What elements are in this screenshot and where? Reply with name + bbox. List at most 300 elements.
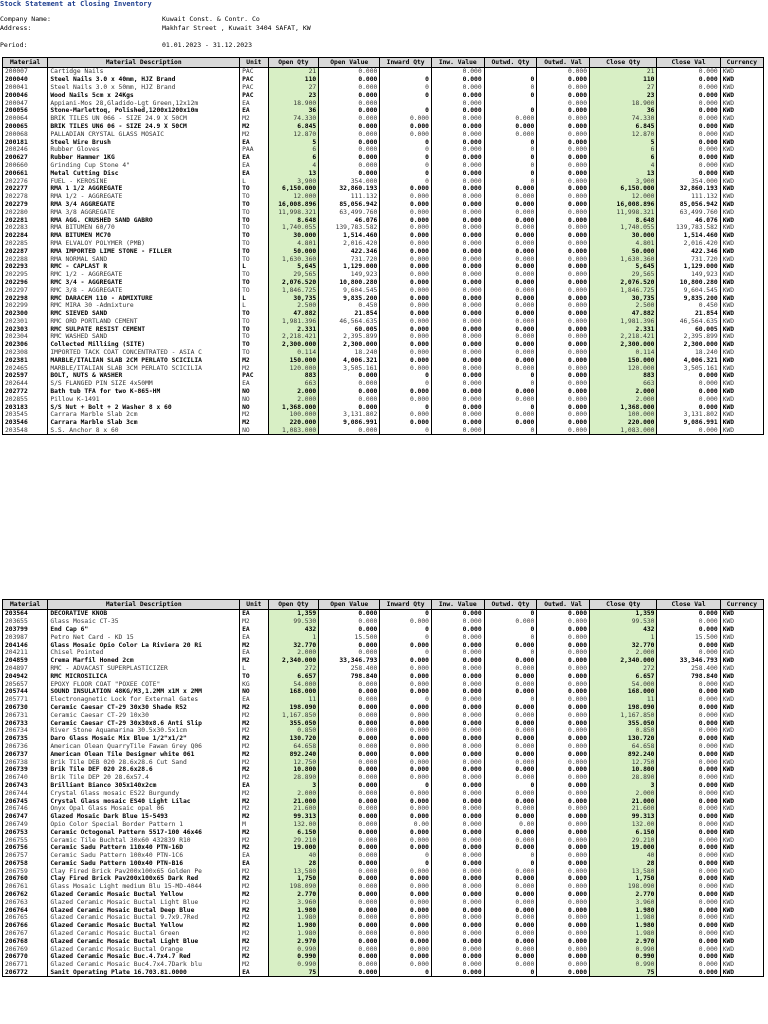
cell-outward-value: 0.000 — [537, 852, 590, 860]
cell-currency: KWD — [720, 914, 763, 922]
cell-outward-qty: 0 — [484, 177, 537, 185]
cell-inward-qty: 0 — [380, 162, 432, 170]
cell-currency: KWD — [720, 898, 763, 906]
cell-outward-qty: 0.000 — [484, 735, 537, 743]
cell-inward-value: 0.000 — [431, 240, 484, 248]
cell-outward-value: 0.000 — [537, 68, 590, 76]
cell-open-value: 0.000 — [319, 969, 380, 977]
cell-currency: KWD — [720, 349, 763, 357]
cell-open-value: 60.005 — [319, 325, 380, 333]
table-row — [3, 626, 764, 634]
column-header-outward-qty: Outwd. Qty — [484, 600, 537, 610]
cell-open-value: 0.000 — [319, 626, 380, 634]
cell-close-qty: 6.657 — [590, 672, 657, 680]
cell-outward-value: 0.000 — [537, 388, 590, 396]
cell-outward-value: 0.000 — [537, 208, 590, 216]
table-row — [3, 271, 764, 279]
cell-material-description: Stone-Marlettoq, Polished,1200x1200x10m — [48, 107, 240, 115]
cell-open-value: 46,564.635 — [319, 318, 380, 326]
cell-outward-qty: 0 — [484, 852, 537, 860]
cell-outward-value: 0.000 — [537, 240, 590, 248]
cell-outward-value: 0.000 — [537, 271, 590, 279]
cell-open-value: 422.346 — [319, 247, 380, 255]
cell-close-value: 0.000 — [657, 758, 720, 766]
table-row — [3, 115, 764, 123]
cell-unit: TO — [240, 185, 268, 193]
cell-outward-value: 0.000 — [537, 766, 590, 774]
cell-open-qty: 30.000 — [268, 232, 319, 240]
cell-open-qty: 150.000 — [268, 356, 319, 364]
table-row — [3, 279, 764, 287]
cell-material-code: 200627 — [3, 154, 48, 162]
cell-inward-value: 0.000 — [431, 774, 484, 782]
cell-unit: M2 — [240, 898, 268, 906]
cell-open-qty: 40 — [268, 852, 319, 860]
cell-inward-qty: 0.000 — [380, 247, 432, 255]
cell-outward-value: 0.000 — [537, 867, 590, 875]
cell-inward-value: 0.000 — [431, 395, 484, 403]
cell-unit: TO — [240, 333, 268, 341]
report-title: Stock Statement at Closing Inventory — [0, 0, 152, 8]
cell-outward-value: 0.000 — [537, 953, 590, 961]
cell-unit: PAC — [240, 91, 268, 99]
cell-close-value: 0.000 — [657, 162, 720, 170]
cell-outward-qty: 0.000 — [484, 185, 537, 193]
cell-inward-qty: 0.000 — [380, 665, 432, 673]
column-header-inward-qty: Inward Qty — [380, 58, 432, 68]
cell-unit: TO — [240, 271, 268, 279]
cell-close-qty: 1,981.396 — [590, 318, 657, 326]
cell-outward-qty: 0.000 — [484, 758, 537, 766]
cell-close-value: 1,129.000 — [657, 263, 720, 271]
cell-outward-value: 0.000 — [537, 937, 590, 945]
cell-inward-qty: 0 — [380, 403, 432, 411]
cell-inward-qty: 0.000 — [380, 279, 432, 287]
cell-unit: M2 — [240, 891, 268, 899]
cell-close-qty: 21 — [590, 68, 657, 76]
cell-currency: KWD — [720, 937, 763, 945]
cell-open-value: 0.000 — [319, 84, 380, 92]
cell-unit: L — [240, 177, 268, 185]
cell-inward-qty: 0.000 — [380, 618, 432, 626]
cell-close-qty: 883 — [590, 372, 657, 380]
cell-inward-qty: 0.000 — [380, 945, 432, 953]
cell-outward-value: 0.000 — [537, 898, 590, 906]
cell-close-value: 9,086.991 — [657, 419, 720, 427]
cell-close-qty: 10.800 — [590, 766, 657, 774]
cell-currency: KWD — [720, 766, 763, 774]
table-row — [3, 836, 764, 844]
cell-material-description: Glazed Ceramic Mosaic Buctal Light Blue — [48, 937, 240, 945]
cell-inward-qty: 0.000 — [380, 216, 432, 224]
cell-open-qty: 29,565 — [268, 271, 319, 279]
table-row — [3, 91, 764, 99]
cell-inward-qty: 0.000 — [380, 240, 432, 248]
cell-outward-qty: 0.000 — [484, 665, 537, 673]
cell-outward-qty: 0.000 — [484, 216, 537, 224]
cell-outward-value: 0.000 — [537, 813, 590, 821]
cell-currency: KWD — [720, 68, 763, 76]
cell-close-qty: 6,150.000 — [590, 185, 657, 193]
cell-inward-value: 0.000 — [431, 169, 484, 177]
cell-close-value: 0.000 — [657, 789, 720, 797]
cell-inward-qty: 0 — [380, 860, 432, 868]
cell-close-qty: 13,580 — [590, 867, 657, 875]
table-body — [3, 610, 764, 977]
cell-unit: NO — [240, 395, 268, 403]
cell-material-code: 206730 — [3, 704, 48, 712]
cell-outward-qty: 0.000 — [484, 115, 537, 123]
table-row — [3, 774, 764, 782]
cell-close-qty: 19.000 — [590, 844, 657, 852]
cell-open-value: 10,800.280 — [319, 279, 380, 287]
cell-inward-qty: 0 — [380, 969, 432, 977]
cell-unit: M2 — [240, 766, 268, 774]
cell-close-qty: 3,900 — [590, 177, 657, 185]
cell-close-value: 0.000 — [657, 930, 720, 938]
table-row — [3, 427, 764, 435]
cell-material-code: 202298 — [3, 294, 48, 302]
cell-currency: KWD — [720, 797, 763, 805]
table-row — [3, 821, 764, 829]
address-row — [0, 24, 311, 32]
cell-outward-value: 0.000 — [537, 805, 590, 813]
cell-outward-qty: 0.000 — [484, 704, 537, 712]
cell-close-value: 0.000 — [657, 735, 720, 743]
table-row — [3, 341, 764, 349]
cell-currency: KWD — [720, 380, 763, 388]
cell-inward-value: 0.000 — [431, 388, 484, 396]
cell-outward-value: 0.000 — [537, 797, 590, 805]
table-row — [3, 719, 764, 727]
cell-outward-value: 0.000 — [537, 828, 590, 836]
cell-close-value: 0.000 — [657, 797, 720, 805]
cell-material-code: 206744 — [3, 789, 48, 797]
cell-outward-value: 0.000 — [537, 735, 590, 743]
table-row — [3, 883, 764, 891]
cell-close-qty: 150.000 — [590, 356, 657, 364]
cell-material-code: 203987 — [3, 633, 48, 641]
cell-material-code: 202277 — [3, 185, 48, 193]
cell-outward-value: 0.000 — [537, 657, 590, 665]
cell-unit: M2 — [240, 750, 268, 758]
cell-inward-qty: 0.000 — [380, 341, 432, 349]
cell-close-qty: 40 — [590, 852, 657, 860]
cell-material-code: 206737 — [3, 750, 48, 758]
cell-material-code: 206768 — [3, 937, 48, 945]
cell-material-description: RMA 1/2 - AGGREGATE — [48, 193, 240, 201]
cell-inward-qty: 0.000 — [380, 937, 432, 945]
cell-outward-value: 0.000 — [537, 704, 590, 712]
cell-unit: M2 — [240, 836, 268, 844]
cell-close-value: 0.000 — [657, 626, 720, 634]
cell-material-code: 206755 — [3, 836, 48, 844]
cell-close-value: 0.000 — [657, 867, 720, 875]
cell-close-value: 32,860.193 — [657, 185, 720, 193]
cell-open-qty: 1,368.000 — [268, 403, 319, 411]
cell-close-value: 0.000 — [657, 805, 720, 813]
cell-material-description: Ceramic Sadu Pattern 110x40 PTN-16D — [48, 844, 240, 852]
cell-currency: KWD — [720, 758, 763, 766]
table-row — [3, 201, 764, 209]
cell-inward-value: 0.000 — [431, 372, 484, 380]
stock-table-2 — [2, 599, 764, 977]
cell-close-qty: 892.240 — [590, 750, 657, 758]
cell-open-qty: 120.000 — [268, 364, 319, 372]
cell-outward-qty: 0.000 — [484, 805, 537, 813]
cell-outward-value: 0.000 — [537, 743, 590, 751]
cell-close-value: 15.500 — [657, 633, 720, 641]
cell-outward-value: 0.000 — [537, 727, 590, 735]
cell-material-description: Glazed Ceramic Mosaic Buctal Yellow — [48, 922, 240, 930]
cell-close-value: 0.000 — [657, 403, 720, 411]
cell-outward-value: 0.000 — [537, 154, 590, 162]
cell-currency: KWD — [720, 123, 763, 131]
cell-unit: EA — [240, 610, 268, 618]
cell-close-qty: 13 — [590, 169, 657, 177]
cell-unit: TO — [240, 240, 268, 248]
cell-outward-qty: 0.000 — [484, 271, 537, 279]
cell-open-qty: 1,083.000 — [268, 427, 319, 435]
cell-open-value: 3,131.802 — [319, 411, 380, 419]
cell-material-description: Wood Nails 5cm x 24Kgs — [48, 91, 240, 99]
cell-outward-qty: 0.000 — [484, 224, 537, 232]
cell-inward-value: 0.000 — [431, 922, 484, 930]
cell-outward-value: 0.000 — [537, 162, 590, 170]
cell-close-value: 0.000 — [657, 610, 720, 618]
cell-currency: KWD — [720, 665, 763, 673]
cell-inward-qty: 0.000 — [380, 201, 432, 209]
cell-material-code: 202280 — [3, 208, 48, 216]
cell-close-value: 2,016.420 — [657, 240, 720, 248]
cell-inward-value: 0.000 — [431, 193, 484, 201]
cell-inward-value: 0.000 — [431, 325, 484, 333]
cell-unit: EA — [240, 649, 268, 657]
cell-unit: M2 — [240, 356, 268, 364]
cell-close-qty: 0.990 — [590, 945, 657, 953]
cell-inward-value: 0.000 — [431, 185, 484, 193]
cell-unit: TO — [240, 286, 268, 294]
cell-material-description: American Olean Tile Designer white 061 — [48, 750, 240, 758]
cell-outward-value: 0.000 — [537, 364, 590, 372]
table-row — [3, 380, 764, 388]
cell-outward-qty: 0.000 — [484, 711, 537, 719]
cell-close-value: 0.000 — [657, 782, 720, 790]
cell-open-value: 0.000 — [319, 867, 380, 875]
cell-outward-value: 0.000 — [537, 333, 590, 341]
column-header-currency: Currency — [720, 58, 763, 68]
cell-close-value: 85,056.942 — [657, 201, 720, 209]
cell-outward-value: 0.000 — [537, 758, 590, 766]
cell-open-value: 0.000 — [319, 99, 380, 107]
cell-material-description: Ceramic Caesar CT-29 30x30x8.6 Anti Slip — [48, 719, 240, 727]
cell-outward-value: 0.000 — [537, 325, 590, 333]
cell-close-value: 0.000 — [657, 891, 720, 899]
table-row — [3, 208, 764, 216]
cell-open-value: 0.000 — [319, 875, 380, 883]
cell-open-qty: 198.090 — [268, 704, 319, 712]
cell-material-code: 202288 — [3, 255, 48, 263]
cell-material-description: MARBLE/ITALIAN SLAB 3CM PERLATO SCICILIA — [48, 364, 240, 372]
cell-inward-value: 0.000 — [431, 743, 484, 751]
cell-inward-qty: 0 — [380, 372, 432, 380]
cell-outward-qty: 0 — [484, 107, 537, 115]
cell-material-code: 204146 — [3, 641, 48, 649]
cell-inward-qty: 0.000 — [380, 953, 432, 961]
cell-inward-qty: 0.000 — [380, 271, 432, 279]
cell-outward-value: 0.000 — [537, 419, 590, 427]
cell-open-value: 15.500 — [319, 633, 380, 641]
cell-currency: KWD — [720, 610, 763, 618]
cell-currency: KWD — [720, 750, 763, 758]
company-row — [0, 15, 260, 23]
cell-material-description: DECORATIVE KNOB — [48, 610, 240, 618]
cell-close-qty: 11,998.321 — [590, 208, 657, 216]
cell-outward-qty: 0.000 — [484, 419, 537, 427]
cell-inward-qty: 0.000 — [380, 657, 432, 665]
table-row — [3, 99, 764, 107]
cell-outward-qty: 0.000 — [484, 875, 537, 883]
cell-close-value: 0.000 — [657, 99, 720, 107]
cell-open-qty: 3 — [268, 782, 319, 790]
cell-material-description: Steel Nails 3.0 x 50mm, HJZ Brand — [48, 84, 240, 92]
cell-material-code: 206764 — [3, 906, 48, 914]
cell-open-qty: 12.000 — [268, 193, 319, 201]
cell-material-code: 202295 — [3, 271, 48, 279]
cell-inward-qty: 0.000 — [380, 898, 432, 906]
cell-inward-qty: 0.000 — [380, 828, 432, 836]
cell-inward-value: 0.000 — [431, 255, 484, 263]
cell-inward-value: 0.000 — [431, 821, 484, 829]
cell-open-value: 0.000 — [319, 766, 380, 774]
cell-open-qty: 12.870 — [268, 130, 319, 138]
address-value: Makhfar Street , Kuwait 3404 SAFAT, KW — [162, 24, 311, 32]
cell-open-value: 149,923 — [319, 271, 380, 279]
cell-unit: M2 — [240, 618, 268, 626]
table-row — [3, 349, 764, 357]
cell-currency: KWD — [720, 115, 763, 123]
cell-material-code: 202285 — [3, 240, 48, 248]
cell-unit: M — [240, 821, 268, 829]
cell-unit: PAC — [240, 68, 268, 76]
cell-outward-qty: 0 — [484, 626, 537, 634]
cell-material-code: 202381 — [3, 356, 48, 364]
cell-open-qty: 21.600 — [268, 805, 319, 813]
cell-close-value: 0.000 — [657, 618, 720, 626]
cell-open-qty: 3.960 — [268, 898, 319, 906]
cell-outward-qty: 0.000 — [484, 883, 537, 891]
cell-outward-qty: 0.000 — [484, 898, 537, 906]
cell-open-value: 18.240 — [319, 349, 380, 357]
table-row — [3, 782, 764, 790]
cell-open-qty: 16,008.896 — [268, 201, 319, 209]
column-header-outward-qty: Outwd. Qty — [484, 58, 537, 68]
cell-inward-value: 0.000 — [431, 208, 484, 216]
cell-outward-value: 0.000 — [537, 76, 590, 84]
cell-inward-qty: 0.00 — [380, 821, 432, 829]
cell-material-description: PALLADIAN CRYSTAL GLASS MOSAIC — [48, 130, 240, 138]
cell-material-description: Opio Color Special Border Pattern 1 — [48, 821, 240, 829]
cell-open-qty: 2.000 — [268, 789, 319, 797]
cell-inward-value: 0.000 — [431, 302, 484, 310]
cell-inward-value: 0.000 — [431, 626, 484, 634]
cell-open-value: 2,016.420 — [319, 240, 380, 248]
cell-outward-value: 0.000 — [537, 618, 590, 626]
cell-outward-value: 0.000 — [537, 774, 590, 782]
cell-open-value: 46.076 — [319, 216, 380, 224]
cell-inward-qty: 0.000 — [380, 961, 432, 969]
cell-close-value: 0.000 — [657, 937, 720, 945]
cell-material-description: Rubber Gloves — [48, 146, 240, 154]
cell-material-description: Crema Marfil Honed 2cm — [48, 657, 240, 665]
cell-material-description: BRIK TILES UN6 06 - SIZE 24.9 X 50CM — [48, 123, 240, 131]
cell-open-qty: 75 — [268, 969, 319, 977]
cell-outward-qty — [484, 99, 537, 107]
cell-outward-value: 0.000 — [537, 91, 590, 99]
cell-currency: KWD — [720, 860, 763, 868]
cell-material-description: Crystal Glass mosaic ES22 Burgundy — [48, 789, 240, 797]
table-row — [3, 232, 764, 240]
cell-outward-value: 0.000 — [537, 633, 590, 641]
cell-currency: KWD — [720, 271, 763, 279]
cell-close-qty: 3.960 — [590, 898, 657, 906]
cell-open-value: 258.400 — [319, 665, 380, 673]
cell-open-value: 0.000 — [319, 680, 380, 688]
cell-inward-value: 0.000 — [431, 735, 484, 743]
cell-close-qty: 1,740.055 — [590, 224, 657, 232]
table-row — [3, 805, 764, 813]
cell-close-value: 0.000 — [657, 750, 720, 758]
cell-material-code: 205744 — [3, 688, 48, 696]
cell-material-description: Ceramic Octogonal Pattern 5517-100 46x46 — [48, 828, 240, 836]
cell-outward-qty: 0.000 — [484, 680, 537, 688]
cell-close-qty: 2.970 — [590, 937, 657, 945]
cell-outward-value: 0.000 — [537, 626, 590, 634]
table-row — [3, 411, 764, 419]
cell-close-value: 0.000 — [657, 138, 720, 146]
cell-inward-value: 0.000 — [431, 294, 484, 302]
cell-inward-value: 0.000 — [431, 914, 484, 922]
cell-outward-value: 0.000 — [537, 356, 590, 364]
cell-material-description: Carrara Marble Slab 3cm — [48, 419, 240, 427]
cell-close-qty: 2.000 — [590, 649, 657, 657]
cell-currency: KWD — [720, 107, 763, 115]
cell-open-qty: 30,735 — [268, 294, 319, 302]
cell-inward-qty: 0.000 — [380, 922, 432, 930]
cell-material-description: Glass Mosaic Opio Color La Riviera 20 Ri — [48, 641, 240, 649]
cell-material-code: 206765 — [3, 914, 48, 922]
cell-unit: M2 — [240, 130, 268, 138]
cell-open-value: 0.000 — [319, 906, 380, 914]
cell-open-qty: 12.750 — [268, 758, 319, 766]
cell-material-code: 200046 — [3, 91, 48, 99]
cell-outward-value: 0.000 — [537, 310, 590, 318]
table-row — [3, 356, 764, 364]
cell-material-description: RMA IMPORTED LIME STONE - FILLER — [48, 247, 240, 255]
cell-currency: KWD — [720, 255, 763, 263]
cell-open-qty: 8.648 — [268, 216, 319, 224]
cell-material-code: 202306 — [3, 341, 48, 349]
cell-unit: EA — [240, 860, 268, 868]
cell-close-qty: 6.150 — [590, 828, 657, 836]
table-row — [3, 735, 764, 743]
cell-close-qty: 16,008.896 — [590, 201, 657, 209]
cell-close-value: 0.000 — [657, 91, 720, 99]
cell-close-value: 139,783.582 — [657, 224, 720, 232]
cell-currency: KWD — [720, 922, 763, 930]
cell-close-qty: 27 — [590, 84, 657, 92]
cell-unit: EA — [240, 380, 268, 388]
